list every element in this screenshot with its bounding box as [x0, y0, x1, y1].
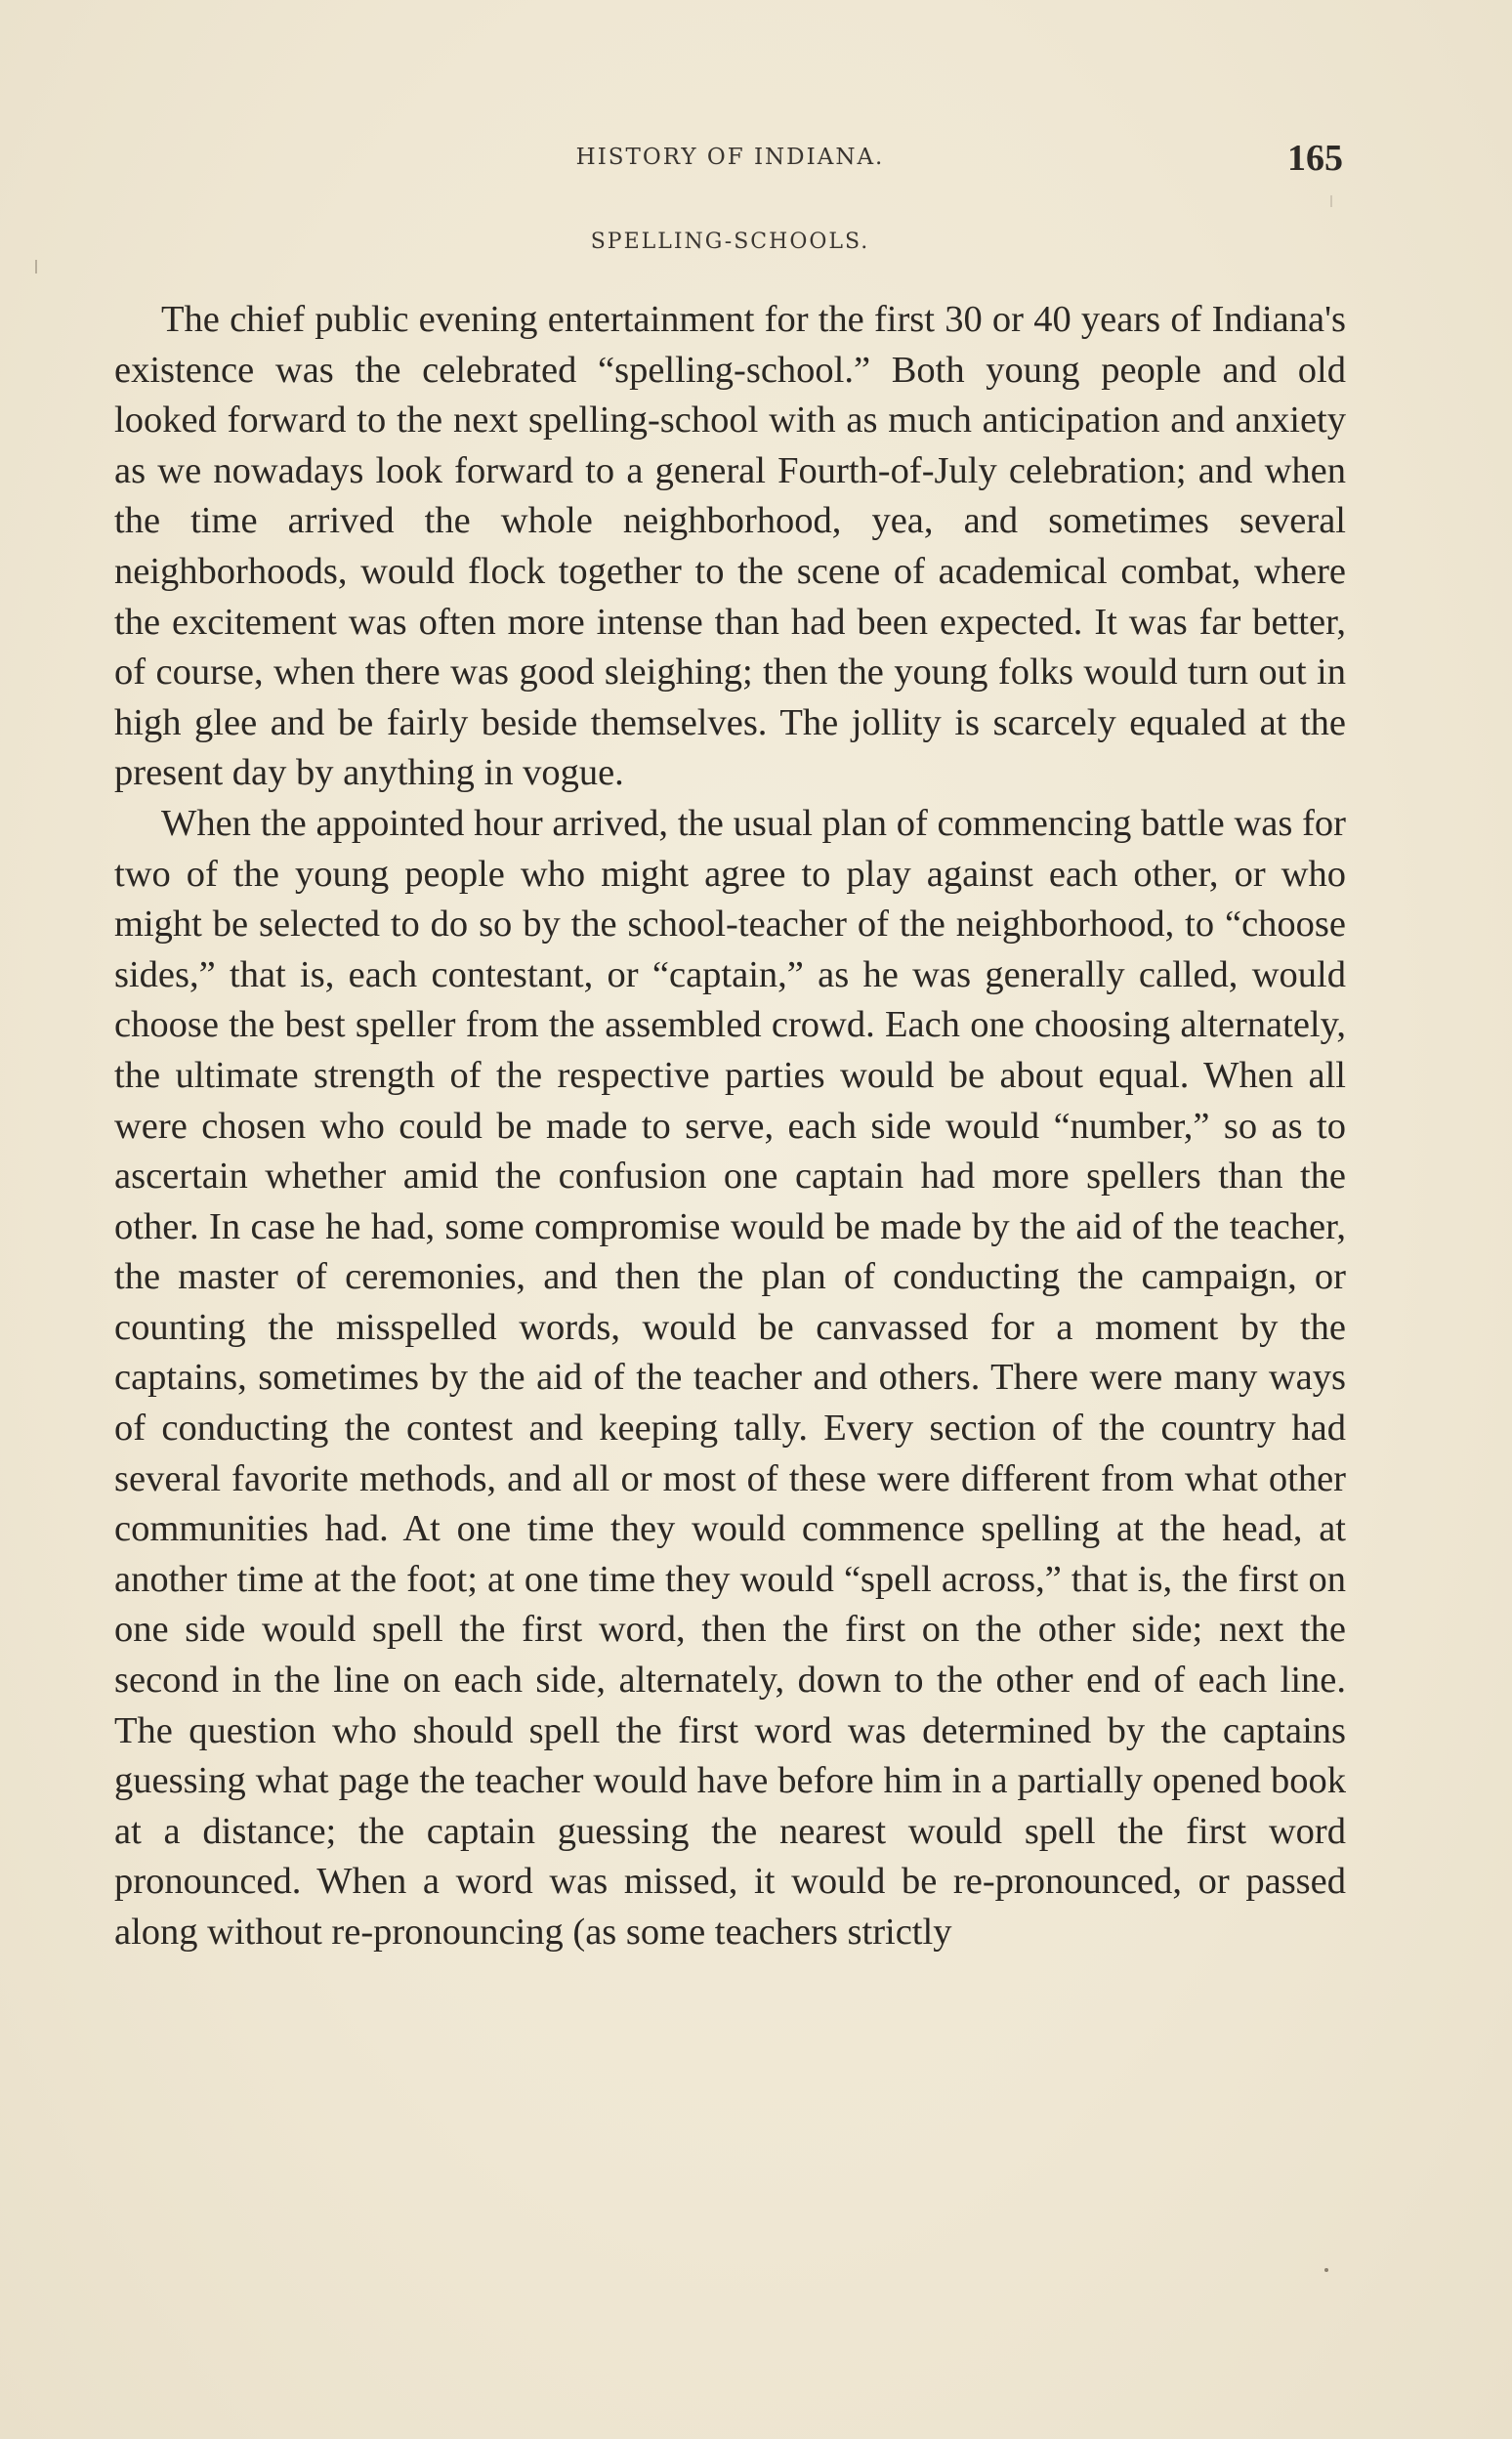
running-title: HISTORY OF INDIANA. — [575, 145, 885, 170]
page-number: 165 — [1287, 138, 1343, 179]
running-head — [117, 137, 1343, 186]
section-heading: SPELLING-SCHOOLS. — [590, 230, 870, 254]
margin-mark — [1330, 195, 1332, 207]
page-speck — [1324, 2268, 1328, 2272]
margin-mark — [35, 260, 37, 273]
body-text — [114, 295, 1346, 1958]
paragraph: When the appointed hour arrived, the usual plan of commencing battle was for two of the young people who might agree to play against each other, or who might be selected to do so by the school-teacher of the neighborhood, to “choose sides,” that is, each contestant, or “captain,” as he was generally called, would choose the best speller from the assembled crowd. Each one choosing alternately, the ultimate strength of the respective parties would be about equal. When all were chosen who could be made to serve, each side would “number,” so as to ascertain whether amid the confusion one captain had more spellers than the other. In case he had, some compromise would be made by the aid of the teacher, the master of ceremonies, and then the plan of conducting the campaign, or counting the misspelled words, would be canvassed for a moment by the captains, sometimes by the aid of the teacher and others. There were many ways of conducting the contest and keeping tally. Every section of the country had several favorite methods, and all or most of these were different from what other communities had. At one time they would commence spelling at the head, at another time at the foot; at one time they would “spell across,” that is, the first on one side would spell the first word, then the first on the other side; next the second in the line on each side, alternately, down to the other end of each line. The question who should spell the first word was determined by the captains guessing what page the teacher would have before him in a partially opened book at a distance; the captain guessing the nearest would spell the first word pronounced. When a word was missed, it would be re-pronounced, or passed along without re-pronouncing (as some teachers strictly — [114, 802, 1346, 1953]
paragraph: The chief public evening entertainment for the first 30 or 40 years of Indiana's existence was the celebrated “spelling-school.” Both young people and old looked forward to the next spelling-school with as much anticipation and anxiety as we nowadays look forward to a general Fourth-of-July celebration; and when the time arrived the whole neighborhood, yea, and sometimes several neighborhoods, would flock together to the scene of academical combat, where the excitement was often more intense than had been expected. It was far better, of course, when there was good sleighing; then the young folks would turn out in high glee and be fairly beside themselves. The jollity is scarcely equaled at the present day by anything in vogue. — [114, 299, 1346, 794]
